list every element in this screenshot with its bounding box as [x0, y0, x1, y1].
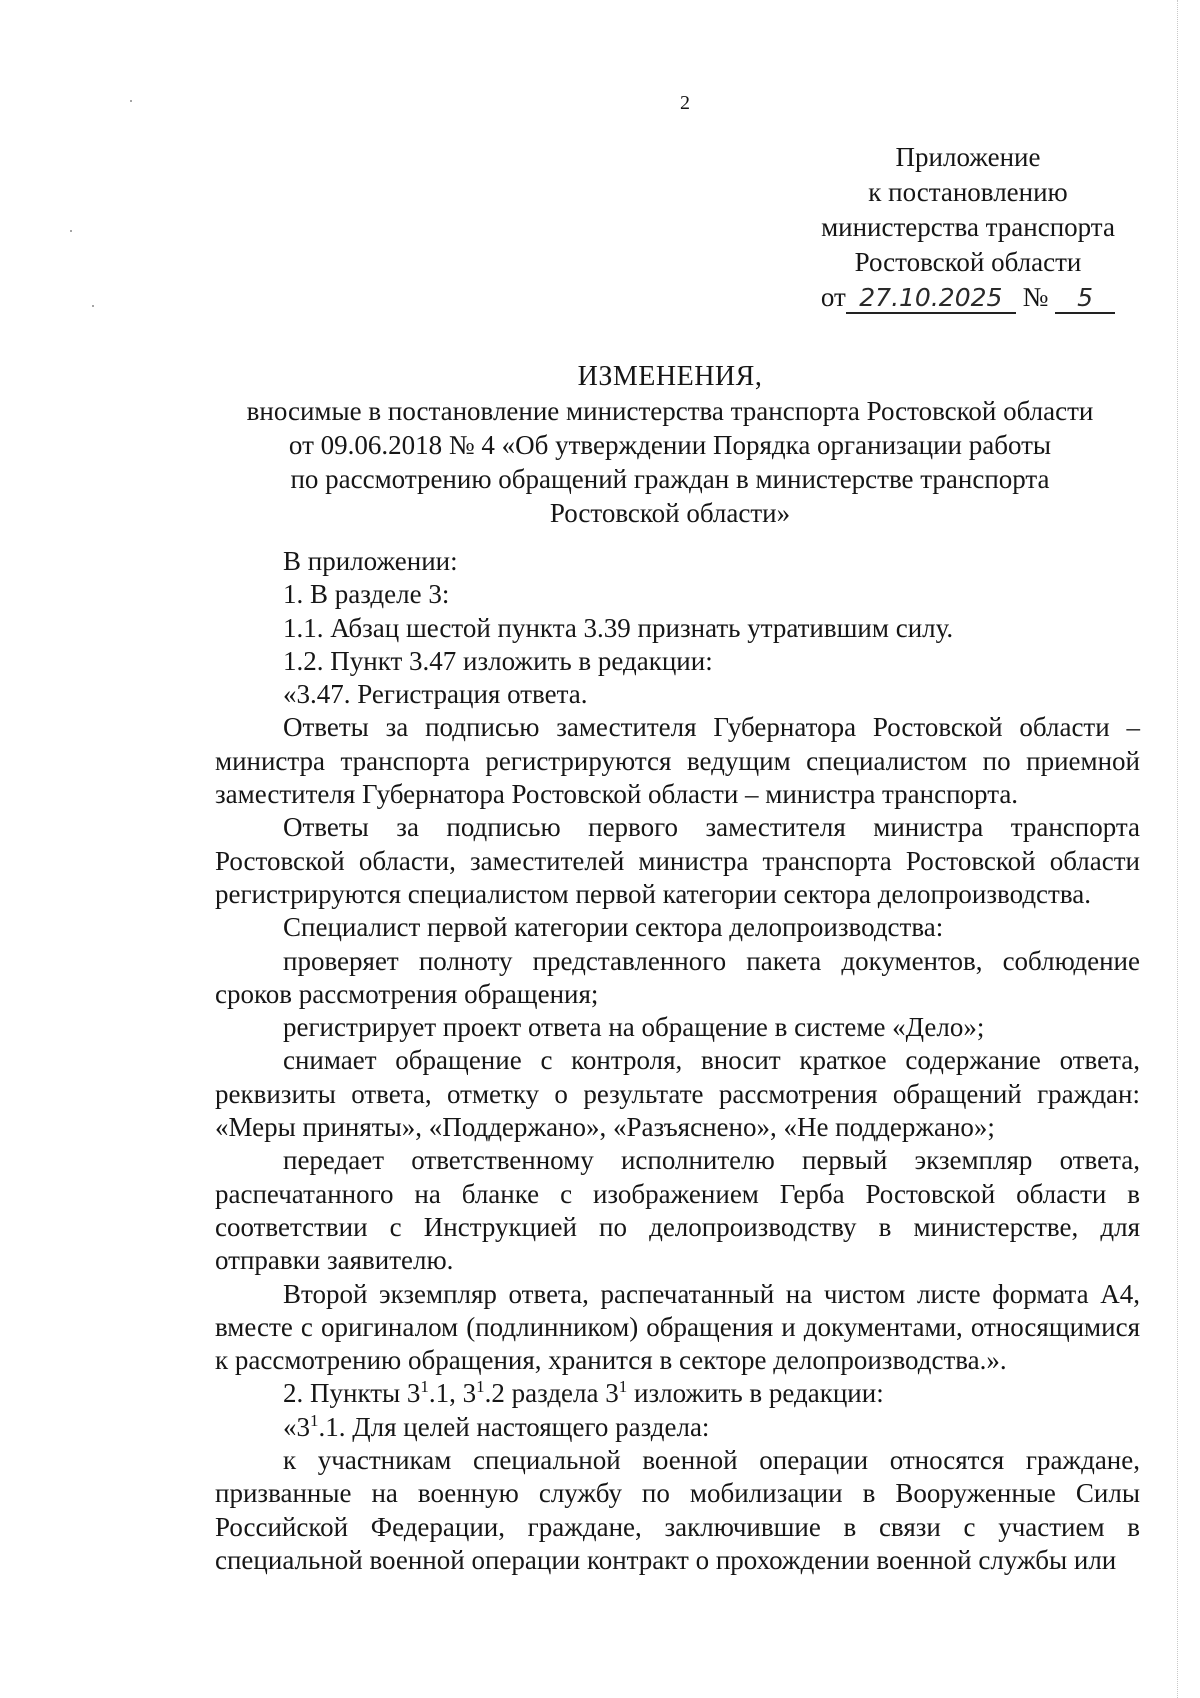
title-line: вносимые в постановление министерства транспорта Ростовской области	[246, 396, 1094, 426]
document-title	[200, 360, 1140, 530]
paragraph: Второй экземпляр ответа, распечатанный на чистом листе формата А4, вместе с оригиналом (подлинником) обращения и документами, относящимися к рассмотрению обращения, хранится в секторе делопроизводства.».	[215, 1278, 1140, 1376]
appendix-line: Ростовской области	[854, 247, 1082, 277]
scan-speck	[130, 100, 132, 102]
paragraph: Ответы за подписью заместителя Губернатора Ростовской области – министра транспорта регистрируются ведущим специалистом по приемной заместителя Губернатора Ростовской области – министра транспорта.	[215, 712, 1140, 810]
paragraph: 1.2. Пункт 3.47 изложить в редакции:	[283, 645, 713, 676]
text-run: .1, 3	[428, 1378, 477, 1409]
appendix-line: Приложение	[895, 142, 1041, 172]
handwritten-number: 5	[1055, 284, 1115, 314]
text-run: .1. Для целей настоящего раздела:	[318, 1411, 710, 1442]
paragraph: 1.1. Абзац шестой пункта 3.39 признать утратившим силу.	[283, 612, 954, 643]
title-line: по рассмотрению обращений граждан в министерстве транспорта	[290, 464, 1050, 494]
paragraph: регистрирует проект ответа на обращение в системе «Дело»;	[283, 1012, 985, 1043]
superscript: 1	[310, 1410, 319, 1430]
title-line: Ростовской области»	[549, 498, 791, 528]
appendix-block	[818, 140, 1118, 315]
paragraph: снимает обращение с контроля, вносит краткое содержание ответа, реквизиты ответа, отметку о результате рассмотрения обращений граждан: «Меры приняты», «Поддержано», «Разъяснено», «Не поддержано»;	[215, 1045, 1140, 1143]
paragraph: 1. В разделе 3:	[283, 579, 450, 610]
number-label: №	[1022, 282, 1049, 312]
paragraph	[215, 1377, 1140, 1410]
paragraph	[215, 1411, 1140, 1444]
appendix-date-row	[818, 280, 1118, 315]
paragraph: В приложении:	[283, 546, 458, 576]
scan-edge-line	[1177, 0, 1178, 1698]
paragraph: Ответы за подписью первого заместителя министра транспорта Ростовской области, заместителей министра транспорта Ростовской области регистрируются специалистом первой категории сектора делопроизводства.	[215, 812, 1140, 909]
handwritten-date: 27.10.2025	[846, 284, 1016, 314]
scan-speck	[70, 230, 72, 232]
appendix-line: министерства транспорта	[821, 212, 1115, 242]
paragraph: к участникам специальной военной операции относятся граждане, призванные на военную службу по мобилизации в Вооруженные Силы Российской Федерации, граждане, заключившие в связи с участием в специальной военной операции контракт о прохождении военной службы или	[215, 1445, 1140, 1575]
appendix-line: к постановлению	[868, 177, 1068, 207]
title-line: от 09.06.2018 № 4 «Об утверждении Порядка организации работы	[288, 430, 1052, 460]
superscript: 1	[420, 1377, 429, 1397]
paragraph: Специалист первой категории сектора делопроизводства:	[283, 912, 944, 943]
superscript: 1	[618, 1377, 628, 1397]
paragraph: «3.47. Регистрация ответа.	[283, 679, 588, 710]
text-run: «3	[283, 1411, 310, 1442]
date-prefix: от	[820, 282, 846, 312]
title-heading: ИЗМЕНЕНИЯ,	[577, 361, 763, 392]
paragraph: передает ответственному исполнителю первый экземпляр ответа, распечатанного на бланке с изображением Герба Ростовской области в соответствии с Инструкцией по делопроизводству в министерстве, для отправки заявителю.	[215, 1145, 1140, 1276]
text-run: изложить в редакции:	[627, 1378, 884, 1409]
paragraph: проверяет полноту представленного пакета документов, соблюдение сроков рассмотрения обращения;	[215, 945, 1140, 1009]
page-number: 2	[680, 92, 690, 114]
scan-speck	[92, 305, 94, 307]
document-body	[215, 545, 1140, 1577]
text-run: 2. Пункты 3	[283, 1378, 421, 1409]
superscript: 1	[476, 1377, 485, 1397]
text-run: .2 раздела 3	[484, 1378, 619, 1409]
